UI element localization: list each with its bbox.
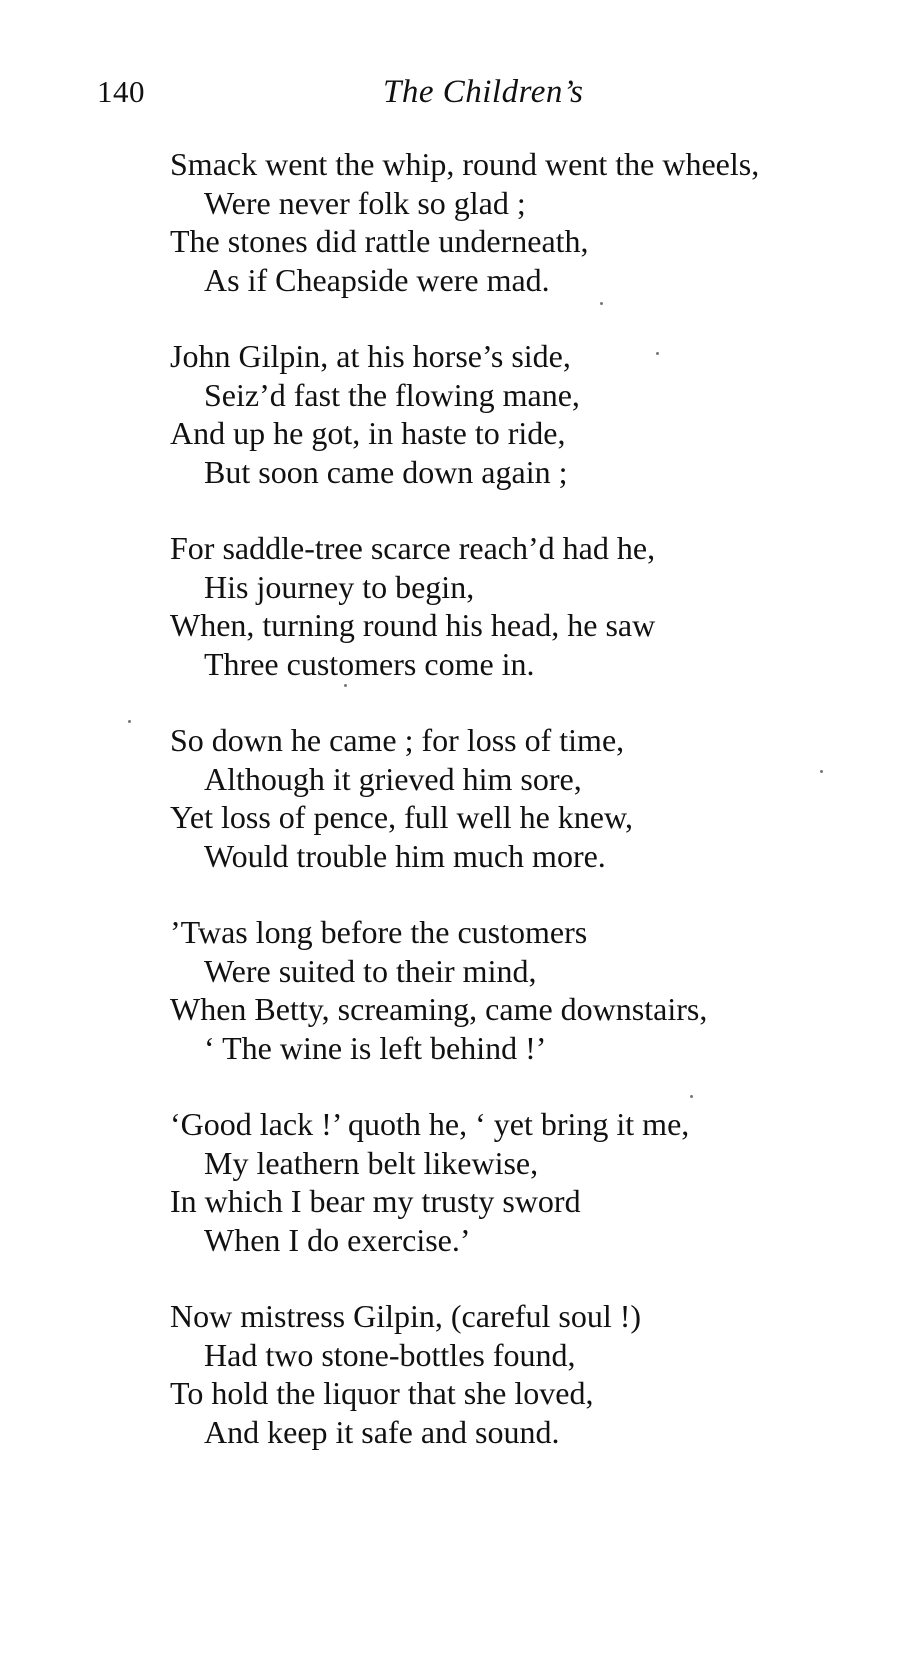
scan-speck <box>690 1095 693 1098</box>
verse-line: And keep it safe and sound. <box>204 1413 560 1450</box>
verse-line: To hold the liquor that she loved, <box>170 1375 594 1411</box>
scan-speck <box>344 684 347 687</box>
stanza <box>170 913 890 1067</box>
running-head: The Children’s <box>383 74 584 110</box>
verse-line: John Gilpin, at his horse’s side, <box>170 338 571 374</box>
stanza <box>170 1297 890 1451</box>
verse-line: For saddle-tree scarce reach’d had he, <box>170 530 656 566</box>
verse-line: Were never folk so glad ; <box>204 184 526 221</box>
stanza <box>170 721 890 875</box>
verse-line: Had two stone-bottles found, <box>204 1336 576 1373</box>
verse-line: His journey to begin, <box>204 568 475 605</box>
verse-line: Now mistress Gilpin, (careful soul !) <box>170 1298 642 1334</box>
verse-line: When, turning round his head, he saw <box>170 607 656 643</box>
verse-line: Seiz’d fast the flowing mane, <box>204 376 580 413</box>
verse-line: But soon came down again ; <box>204 453 568 490</box>
verse-line: ‘Good lack !’ quoth he, ‘ yet bring it me, <box>170 1106 690 1142</box>
verse-line: Smack went the whip, round went the wheels, <box>170 146 760 182</box>
verse-line: Three customers come in. <box>204 645 535 682</box>
verse-line: My leathern belt likewise, <box>204 1144 539 1181</box>
scan-speck <box>600 302 603 305</box>
verse-line: When I do exercise.’ <box>204 1221 471 1258</box>
scan-speck <box>128 720 131 723</box>
verse-line: ’Twas long before the customers <box>170 914 588 950</box>
stanza <box>170 337 890 491</box>
verse-line: ‘ The wine is left behind !’ <box>204 1029 547 1066</box>
stanza <box>170 145 890 299</box>
scan-speck <box>656 352 659 355</box>
verse-line: And up he got, in haste to ride, <box>170 415 566 451</box>
verse-line: In which I bear my trusty sword <box>170 1183 581 1219</box>
stanza <box>170 1105 890 1259</box>
verse-line: When Betty, screaming, came downstairs, <box>170 991 708 1027</box>
page-header <box>0 74 919 118</box>
stanza <box>170 529 890 683</box>
verse-line: Were suited to their mind, <box>204 952 537 989</box>
verse-line: Although it grieved him sore, <box>204 760 582 797</box>
verse-line: The stones did rattle underneath, <box>170 223 589 259</box>
verse-line: So down he came ; for loss of time, <box>170 722 625 758</box>
page-number: 140 <box>97 74 145 109</box>
verse-line: Yet loss of pence, full well he knew, <box>170 799 634 835</box>
verse-line: Would trouble him much more. <box>204 837 606 874</box>
scan-speck <box>820 770 823 773</box>
poem-body <box>170 145 890 1489</box>
verse-line: As if Cheapside were mad. <box>204 261 550 298</box>
